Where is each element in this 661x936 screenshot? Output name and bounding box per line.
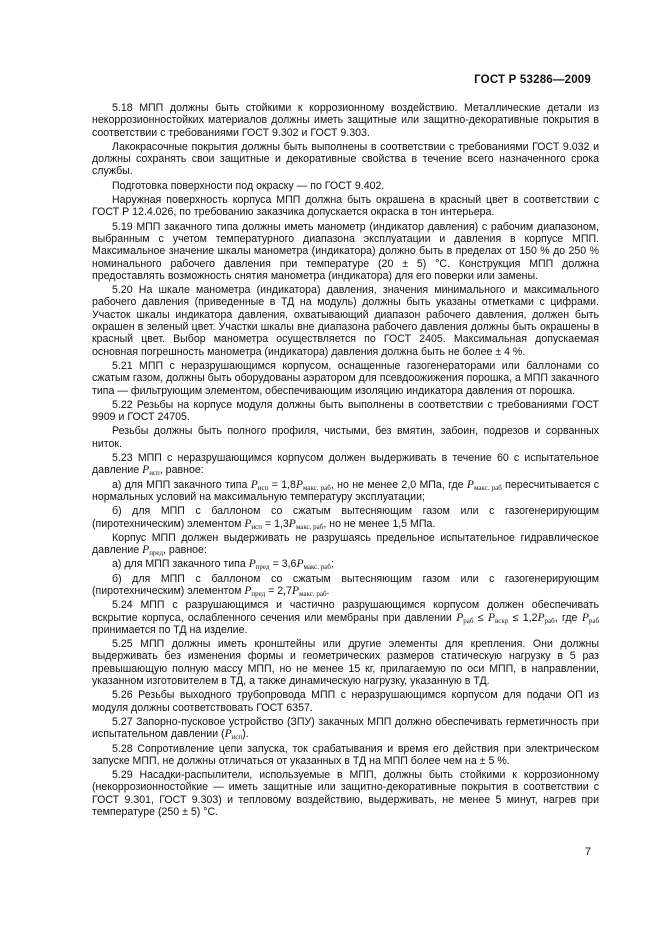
paragraph-5-18: 5.18 МПП должны быть стойкими к коррозионному воздействию. Металлические детали из некоррозионностойких материалов должны иметь защитные или защитно-декоративные покрытия в соответствии с требованиями ГОСТ 9.302 и ГОСТ 9.303. — [92, 102, 599, 139]
paragraph-5-20: 5.20 На шкале манометра (индикатора) давления, значения минимального и максимального рабочего давления (приведенные в ТД на модуль) должны быть указаны отметками с цифрами. Участок шкалы индикатора давления, охватывающий диапазон рабочего давления, должен быть окрашен в зеленый цвет. Участки шкалы вне диапазона рабочего давления должны быть окрашены в красный цвет. Выбор манометра осуществляется по ГОСТ 2405. Максимальная допускаемая основная погрешность манометра (индикатора) давления должна быть не более ± 4 %. — [92, 284, 599, 358]
paragraph-limit-a: а) для МПП закачного типа $P_{пред} = 3,6P_{макс. раб}$; — [112, 558, 334, 572]
paragraph-5-25: 5.25 МПП должны иметь кронштейны или другие элементы для крепления. Они должны выдерживать без изменения формы и геометрических размеров статическую нагрузку в 5 раз превышающую полную массу МПП, но не менее 15 кг, прилагаемую по оси МПП, в направлении, указанном изготовителем в ТД, а также динамическую нагрузку, указанную в ТД. — [92, 638, 599, 688]
paragraph-5-23-b: б) для МПП с баллоном со сжатым вытесняющим газом или с газогенерирующим (пиротехническим) элементом $P_{исп} = 1,3P_{макс. раб}$, но не менее 1,5 МПа. — [92, 505, 599, 531]
paragraph-5-23: 5.23 МПП с неразрушающимся корпусом должен выдерживать в течение 60 с испытательное давление $P_{исп}$, равное: — [92, 452, 599, 478]
document-body — [92, 102, 599, 820]
paragraph-5-22: 5.22 Резьбы на корпусе модуля должны быть выполнены в соответствии с требованиями ГОСТ 9909 и ГОСТ 24705. — [92, 398, 599, 424]
paragraph-color: Наружная поверхность корпуса МПП должна быть окрашена в красный цвет в соответствии с ГОСТ Р 12.4.026, по требованию заказчика допускается окраска в тон интерьера. — [92, 194, 599, 219]
paragraph-5-29: 5.29 Насадки-распылители, используемые в МПП, должны быть стойкими к коррозионному (некоррозионностойкие — иметь защитные или защитно-декоративные покрытия в соответствии с ГОСТ 9.301, ГОСТ 9.303) и тепловому воздействию, выдерживать, не менее 5 минут, нагрев при температуре (250 ± 5) °С. — [92, 769, 599, 819]
page-number: 7 — [584, 846, 591, 858]
paragraph-5-24: 5.24 МПП с разрушающимся и частично разрушающимся корпусом должен обеспечивать вскрытие корпуса, ослабленного сечения или мембраны при давлении $P_{раб} \le P_{вскр} \le 1,2P_{раб}$, где $P_{раб}$ принимается по ТД на изделие. — [92, 599, 600, 636]
paragraph-5-21: 5.21 МПП с неразрушающимся корпусом, оснащенные газогенераторами или баллонами со сжатым газом, должны быть оборудованы аэратором для псевдоожижения порошка, а МПП закачного типа — фильтрующим элементом, обеспечивающим изоляцию индикатора давления от порошка. — [92, 359, 599, 397]
paragraph-surface-prep: Подготовка поверхности под окраску — по ГОСТ 9.402. — [112, 179, 385, 192]
paragraph-limit-b: б) для МПП с баллоном со сжатым вытесняющим газом или с газогенерирующим (пиротехническим) элементом $P_{пред} = 2,7P_{макс. раб}$. — [92, 572, 599, 598]
paragraph-paint: Лакокрасочные покрытия должны быть выполнены в соответствии с требованиями ГОСТ 9.032 и должны сохранять свои защитные и декоративные свойства в течение всего назначенного срока службы. — [92, 140, 599, 178]
paragraph-5-28: 5.28 Сопротивление цепи запуска, ток срабатывания и время его действия при электрическом запуске МПП, не должны отличаться от указанных в ТД на МПП более чем на ± 5 %. — [92, 742, 599, 767]
document-header: ГОСТ Р 53286—2009 — [474, 74, 591, 86]
paragraph-5-27: 5.27 Запорно-пусковое устройство (ЗПУ) закачных МПП должно обеспечивать герметичность при испытательном давлении $(P_{исп})$. — [92, 715, 599, 742]
paragraph-limit-pressure: Корпус МПП должен выдерживать не разрушаясь предельное испытательное гидравлическое давление $P_{пред}$, равное: — [92, 531, 599, 558]
paragraph-5-23-a: а) для МПП закачного типа $P_{исп} = 1,8P_{макс. раб}$, но не менее 2,0 МПа, где $P_{макс. раб}$ пересчитывается с нормальных условий на максимальную температуру эксплуатации; — [92, 478, 600, 503]
paragraph-5-26: 5.26 Резьбы выходного трубопровода МПП с неразрушающимся корпусом для подачи ОП из модуля должны соответствовать ГОСТ 6357. — [92, 689, 599, 714]
paragraph-5-19: 5.19 МПП закачного типа должны иметь манометр (индикатор давления) с рабочим диапазоном, выбранным с учетом температурного диапазона эксплуатации и давления в корпусе МПП. Максимальное значение шкалы манометра (индикатора) должно быть в пределах от 150 % до 250 % номинального рабочего давления при температуре (20 ± 5) °С. Конструкция МПП должна предоставлять возможность снятия манометра (индикатора) для его поверки или замены. — [92, 220, 599, 282]
paragraph-threads: Резьбы должны быть полного профиля, чистыми, без вмятин, забоин, подрезов и сорванных ниток. — [92, 425, 599, 450]
